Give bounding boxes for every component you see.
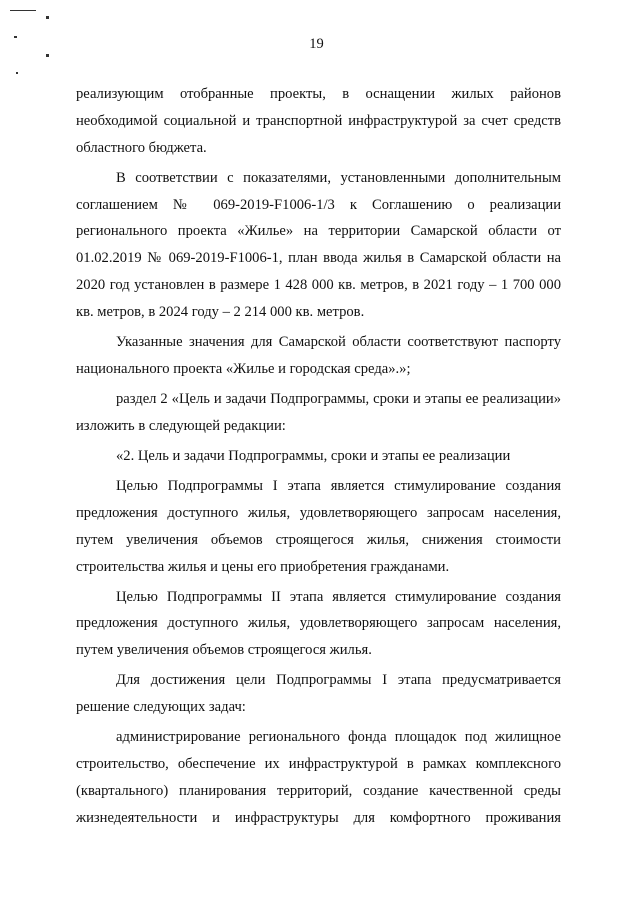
paragraph: Целью Подпрограммы II этапа является стимулирование создания предложения доступного жилья, удовлетворяющего запросам населения, путем увеличения объемов строящегося жилья. (76, 588, 561, 659)
scan-mark (16, 72, 18, 74)
paragraph: В соответствии с показателями, установленными дополнительным соглашением № 069-2019-F1006-1/3 к Соглашению о реализации регионального проекта «Жилье» на территории Самарской области от 01.02.2019 № 069-2019-F1006-1, план ввода жилья в Самарской области на 2020 год установлен в размере 1 428 000 кв. метров, в 2021 году – 1 700 000 кв. метров, в 2024 году – 2 214 000 кв. метров. (76, 169, 561, 320)
scan-mark (46, 54, 49, 57)
paragraph: администрирование регионального фонда площадок под жилищное строительство, обеспечение их инфраструктурой в рамках комплексного (квартального) планирования территорий, создание качественной среды жизнедеятельности и инфраструктуры для комфортного проживания (76, 729, 561, 826)
scan-mark (46, 16, 49, 19)
paragraph: реализующим отобранные проекты, в оснащении жилых районов необходимой социальной и транспортной инфраструктурой за счет средств областного бюджета. (76, 86, 561, 156)
paragraph: раздел 2 «Цель и задачи Подпрограммы, сроки и этапы ее реализации» изложить в следующей редакции: (76, 390, 561, 434)
paragraph: Целью Подпрограммы I этапа является стимулирование создания предложения доступного жилья, удовлетворяющего запросам населения, путем увеличения объемов строящегося жилья, снижения стоимости строительства жилья и цены его приобретения гражданами. (76, 478, 561, 575)
paragraph: Для достижения цели Подпрограммы I этапа предусматривается решение следующих задач: (76, 672, 561, 716)
page-number: 19 (309, 36, 324, 52)
section-heading: «2. Цель и задачи Подпрограммы, сроки и этапы ее реализации (116, 447, 511, 464)
paragraph: Указанные значения для Самарской области соответствуют паспорту национального проекта «Жилье и городская среда».»; (76, 333, 561, 377)
scan-mark (10, 10, 36, 11)
document-body (76, 81, 561, 835)
